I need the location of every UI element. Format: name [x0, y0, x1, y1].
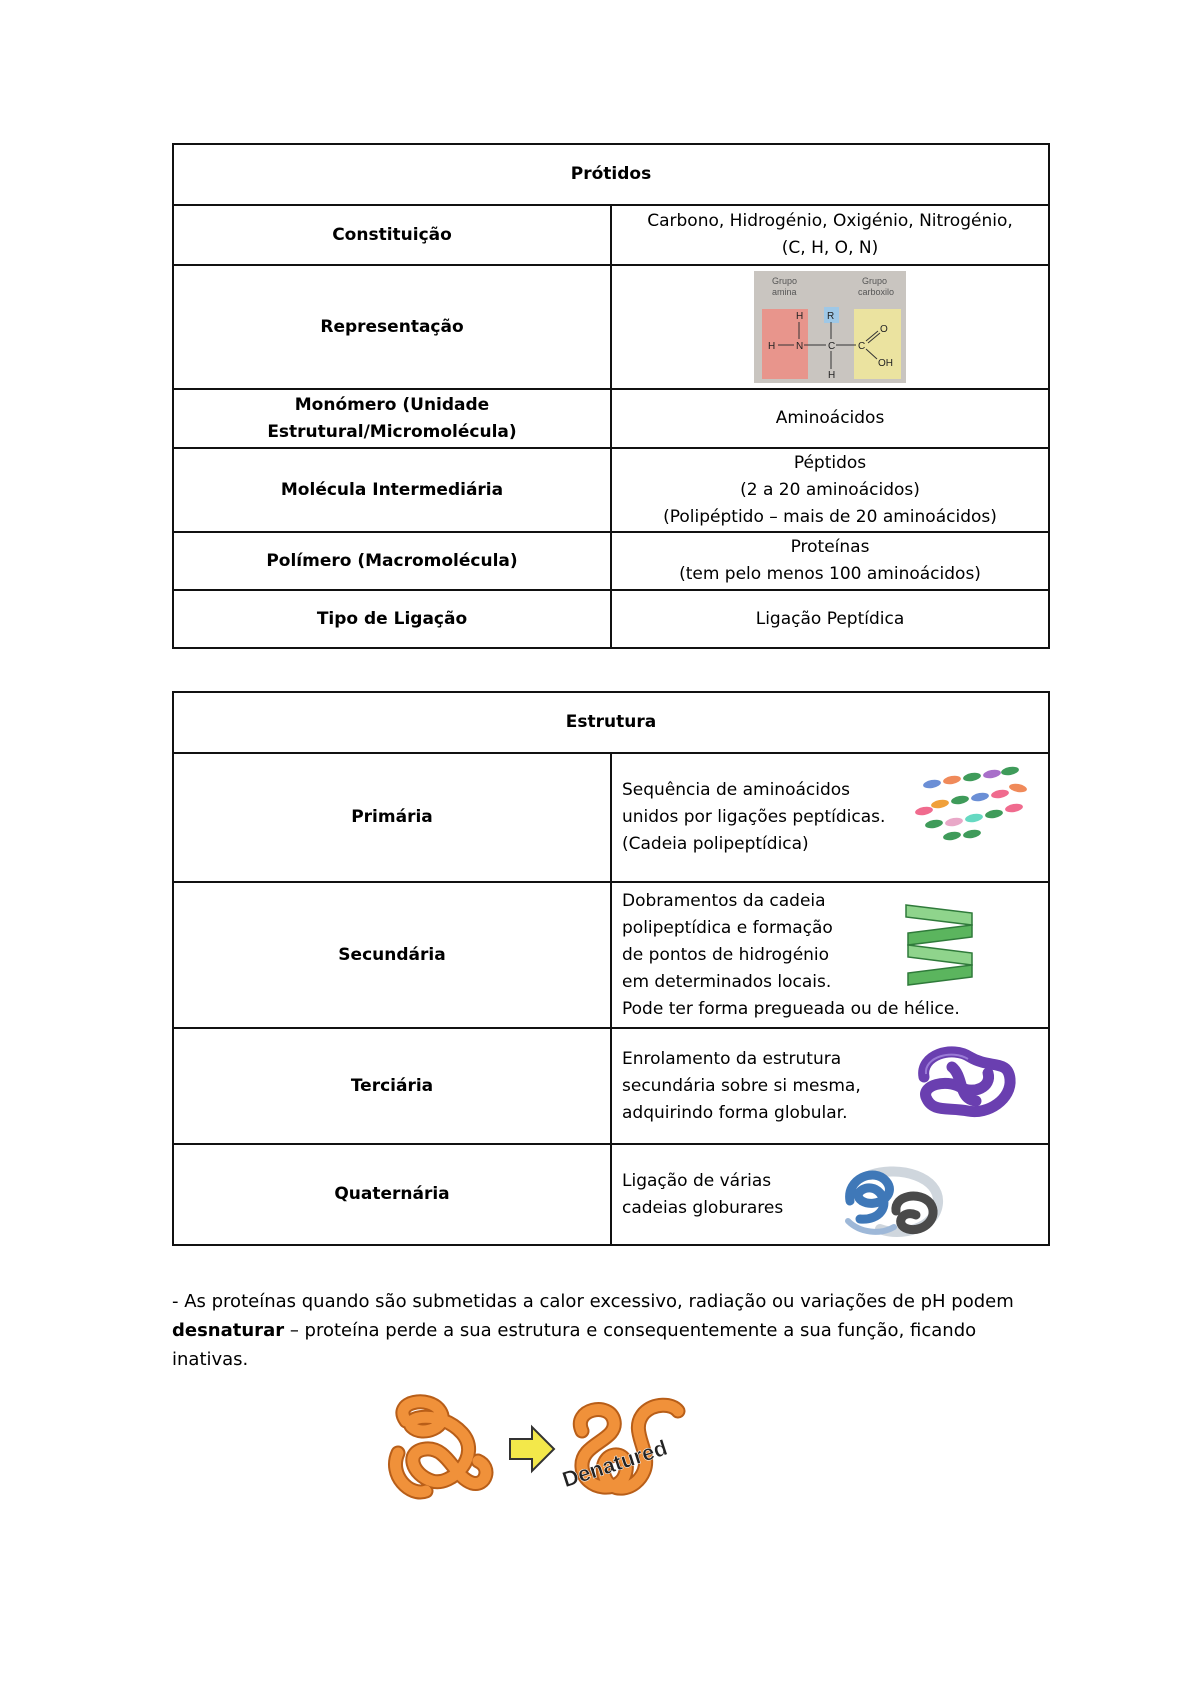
estrutura-title: Estrutura	[173, 692, 1049, 753]
terciaria-description	[611, 1028, 1049, 1144]
molecula-intermediaria-label: Molécula Intermediária	[173, 448, 611, 532]
atom-n: N	[796, 341, 804, 352]
estrutura-table	[172, 691, 1050, 1246]
primaria-label: Primária	[173, 753, 611, 882]
tipo-ligacao-value: Ligação Peptídica	[611, 590, 1049, 648]
secundaria-description	[611, 882, 1049, 1028]
denaturation-image	[382, 1391, 694, 1509]
constituicao-value	[611, 205, 1049, 265]
protidos-table	[172, 143, 1050, 649]
desc-line: unidos por ligações peptídicas.	[622, 807, 886, 827]
value-line: (Polipéptido – mais de 20 aminoácidos)	[663, 506, 997, 527]
atom-r: R	[827, 311, 835, 322]
atom-c-carboxyl: C	[858, 341, 866, 352]
desc-line: (Cadeia polipeptídica)	[622, 834, 809, 854]
quaternaria-description	[611, 1144, 1049, 1245]
desc-line: adquirindo forma globular.	[622, 1102, 848, 1123]
value-line: (C, H, O, N)	[781, 238, 879, 258]
denaturation-note	[172, 1287, 1052, 1374]
label-line: Monómero (Unidade	[294, 394, 490, 415]
value-line: Carbono, Hidrogénio, Oxigénio, Nitrogénio,	[647, 211, 1013, 231]
note-bold-term: desnaturar	[172, 1320, 285, 1341]
carboxyl-label-line: Grupo	[862, 276, 888, 286]
amine-label-line: Grupo	[772, 276, 798, 286]
polimero-label: Polímero (Macromolécula)	[173, 532, 611, 590]
monomero-value: Aminoácidos	[611, 389, 1049, 448]
desc-line: de pontos de hidrogénio	[622, 944, 830, 965]
desc-line: Enrolamento da estrutura	[622, 1048, 842, 1069]
desc-line: secundária sobre si mesma,	[622, 1075, 861, 1096]
value-line: Proteínas	[790, 537, 870, 557]
denatured-label: Denatured	[559, 1434, 671, 1493]
label-line: Estrutural/Micromolécula)	[267, 421, 517, 442]
primaria-description	[611, 753, 1049, 882]
desc-line: cadeias globurares	[622, 1197, 784, 1218]
atom-c-alpha: C	[828, 341, 836, 352]
carboxyl-label-line: carboxilo	[858, 287, 895, 297]
desc-line: Sequência de aminoácidos	[622, 780, 851, 800]
secundaria-label: Secundária	[173, 882, 611, 1028]
protidos-title: Prótidos	[173, 144, 1049, 205]
quaternaria-label: Quaternária	[173, 1144, 611, 1245]
note-prefix: - As proteínas quando são submetidas a calor excessivo, radiação ou variações de pH podem	[172, 1291, 1014, 1312]
desc-line: Ligação de várias	[622, 1170, 772, 1191]
atom-oh: OH	[878, 358, 893, 369]
note-suffix: – proteína perde a sua estrutura e consequentemente a sua função, ficando inativas.	[172, 1320, 977, 1370]
desc-line: em determinados locais.	[622, 971, 832, 992]
atom-o: O	[880, 324, 888, 335]
value-line: Péptidos	[793, 452, 867, 473]
amino-acid-structure-diagram	[754, 271, 906, 383]
representacao-value	[611, 265, 1049, 389]
desc-line: polipeptídica e formação	[622, 917, 833, 938]
atom-h-top: H	[796, 311, 804, 322]
amine-label-line: amina	[772, 287, 797, 297]
monomero-label	[173, 389, 611, 448]
representacao-label: Representação	[173, 265, 611, 389]
tipo-ligacao-label: Tipo de Ligação	[173, 590, 611, 648]
polimero-value	[611, 532, 1049, 590]
molecula-intermediaria-value	[611, 448, 1049, 532]
terciaria-label: Terciária	[173, 1028, 611, 1144]
value-line: (tem pelo menos 100 aminoácidos)	[679, 564, 981, 584]
constituicao-label: Constituição	[173, 205, 611, 265]
desc-line: Pode ter forma pregueada ou de hélice.	[622, 998, 960, 1019]
value-line: (2 a 20 aminoácidos)	[740, 479, 920, 500]
atom-h-bottom: H	[828, 370, 836, 381]
desc-line: Dobramentos da cadeia	[622, 890, 826, 911]
atom-h-left: H	[768, 341, 776, 352]
